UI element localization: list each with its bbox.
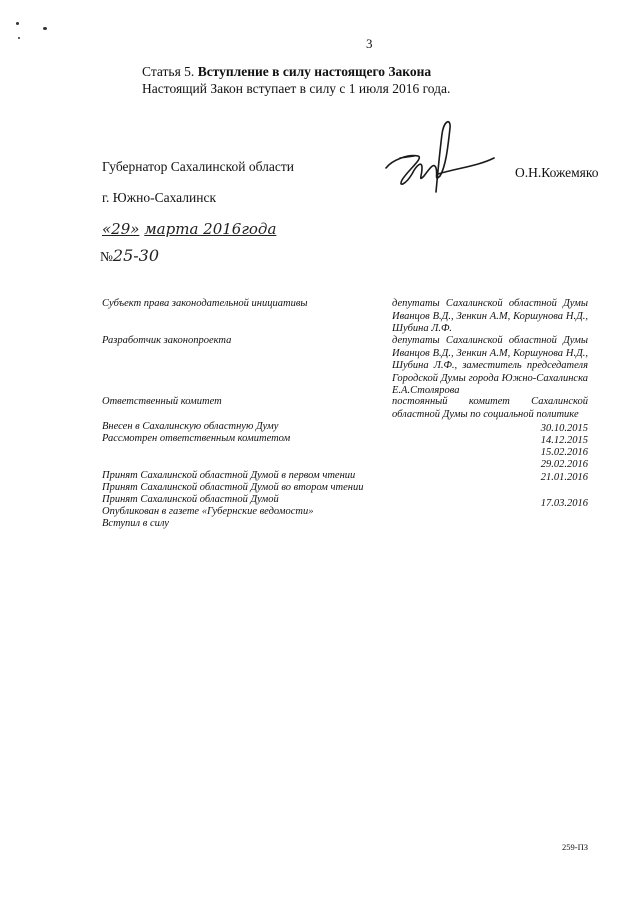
number-prefix: № bbox=[100, 249, 113, 264]
published-label: Опубликован в газете «Губернские ведомости» bbox=[102, 506, 314, 517]
submitted-date: 30.10.2015 bbox=[540, 423, 588, 434]
second-reading-label: Принят Сахалинской областной Думой во втором чтении bbox=[102, 482, 364, 493]
scan-speck bbox=[43, 27, 47, 30]
date-month-year: марта 2016года bbox=[144, 220, 277, 238]
developer-value: депутаты Сахалинской областной Думы Иванцов В.Д., Зенкин А.М, Коршунова Н.Д., Шубина Л.Ф., заместитель председателя Городской Думы города Южно-Сахалинска Е.А.Столярова bbox=[392, 335, 588, 396]
committee-value: постоянный комитет Сахалинской областной Думы по социальной политике bbox=[392, 396, 588, 420]
scan-speck bbox=[18, 37, 20, 39]
first-reading-label: Принят Сахалинской областной Думой в первом чтении bbox=[102, 470, 356, 481]
number-value: 25-30 bbox=[112, 246, 160, 265]
article-title: Вступление в силу настоящего Закона bbox=[197, 64, 432, 79]
subject-value: депутаты Сахалинской областной Думы Иванцов В.Д., Зенкин А.М, Коршунова Н.Д., Шубина Л.Ф. bbox=[392, 298, 588, 334]
reviewed-date: 14.12.2015 bbox=[540, 435, 588, 446]
reviewed-label: Рассмотрен ответственным комитетом bbox=[102, 433, 291, 444]
entered-force-label: Вступил в силу bbox=[102, 518, 169, 529]
city: г. Южно-Сахалинск bbox=[102, 190, 217, 205]
reviewed-date: 29.02.2016 bbox=[540, 459, 588, 470]
footer-code: 259-ПЗ bbox=[562, 842, 588, 852]
signing-date bbox=[102, 220, 276, 238]
law-number bbox=[100, 246, 159, 265]
committee-label: Ответственный комитет bbox=[102, 396, 222, 407]
first-reading-date: 21.01.2016 bbox=[540, 472, 588, 483]
governor-name: О.Н.Кожемяко bbox=[515, 165, 599, 180]
subject-label: Субъект права законодательной инициативы bbox=[102, 298, 308, 309]
adopted-label: Принят Сахалинской областной Думой bbox=[102, 494, 279, 505]
article-heading bbox=[142, 64, 431, 80]
date-day: «29» bbox=[102, 220, 140, 238]
reviewed-date: 15.02.2016 bbox=[540, 447, 588, 458]
governor-title: Губернатор Сахалинской области bbox=[102, 159, 294, 174]
developer-label: Разработчик законопроекта bbox=[102, 335, 232, 346]
page-number: 3 bbox=[366, 36, 373, 51]
published-date: 17.03.2016 bbox=[540, 498, 588, 509]
scan-speck bbox=[16, 22, 19, 25]
article-text: Настоящий Закон вступает в силу с 1 июля 2016 года. bbox=[142, 81, 451, 96]
submitted-label: Внесен в Сахалинскую областную Думу bbox=[102, 421, 279, 432]
handwritten-signature bbox=[378, 110, 498, 210]
article-prefix: Статья 5. bbox=[142, 64, 198, 79]
